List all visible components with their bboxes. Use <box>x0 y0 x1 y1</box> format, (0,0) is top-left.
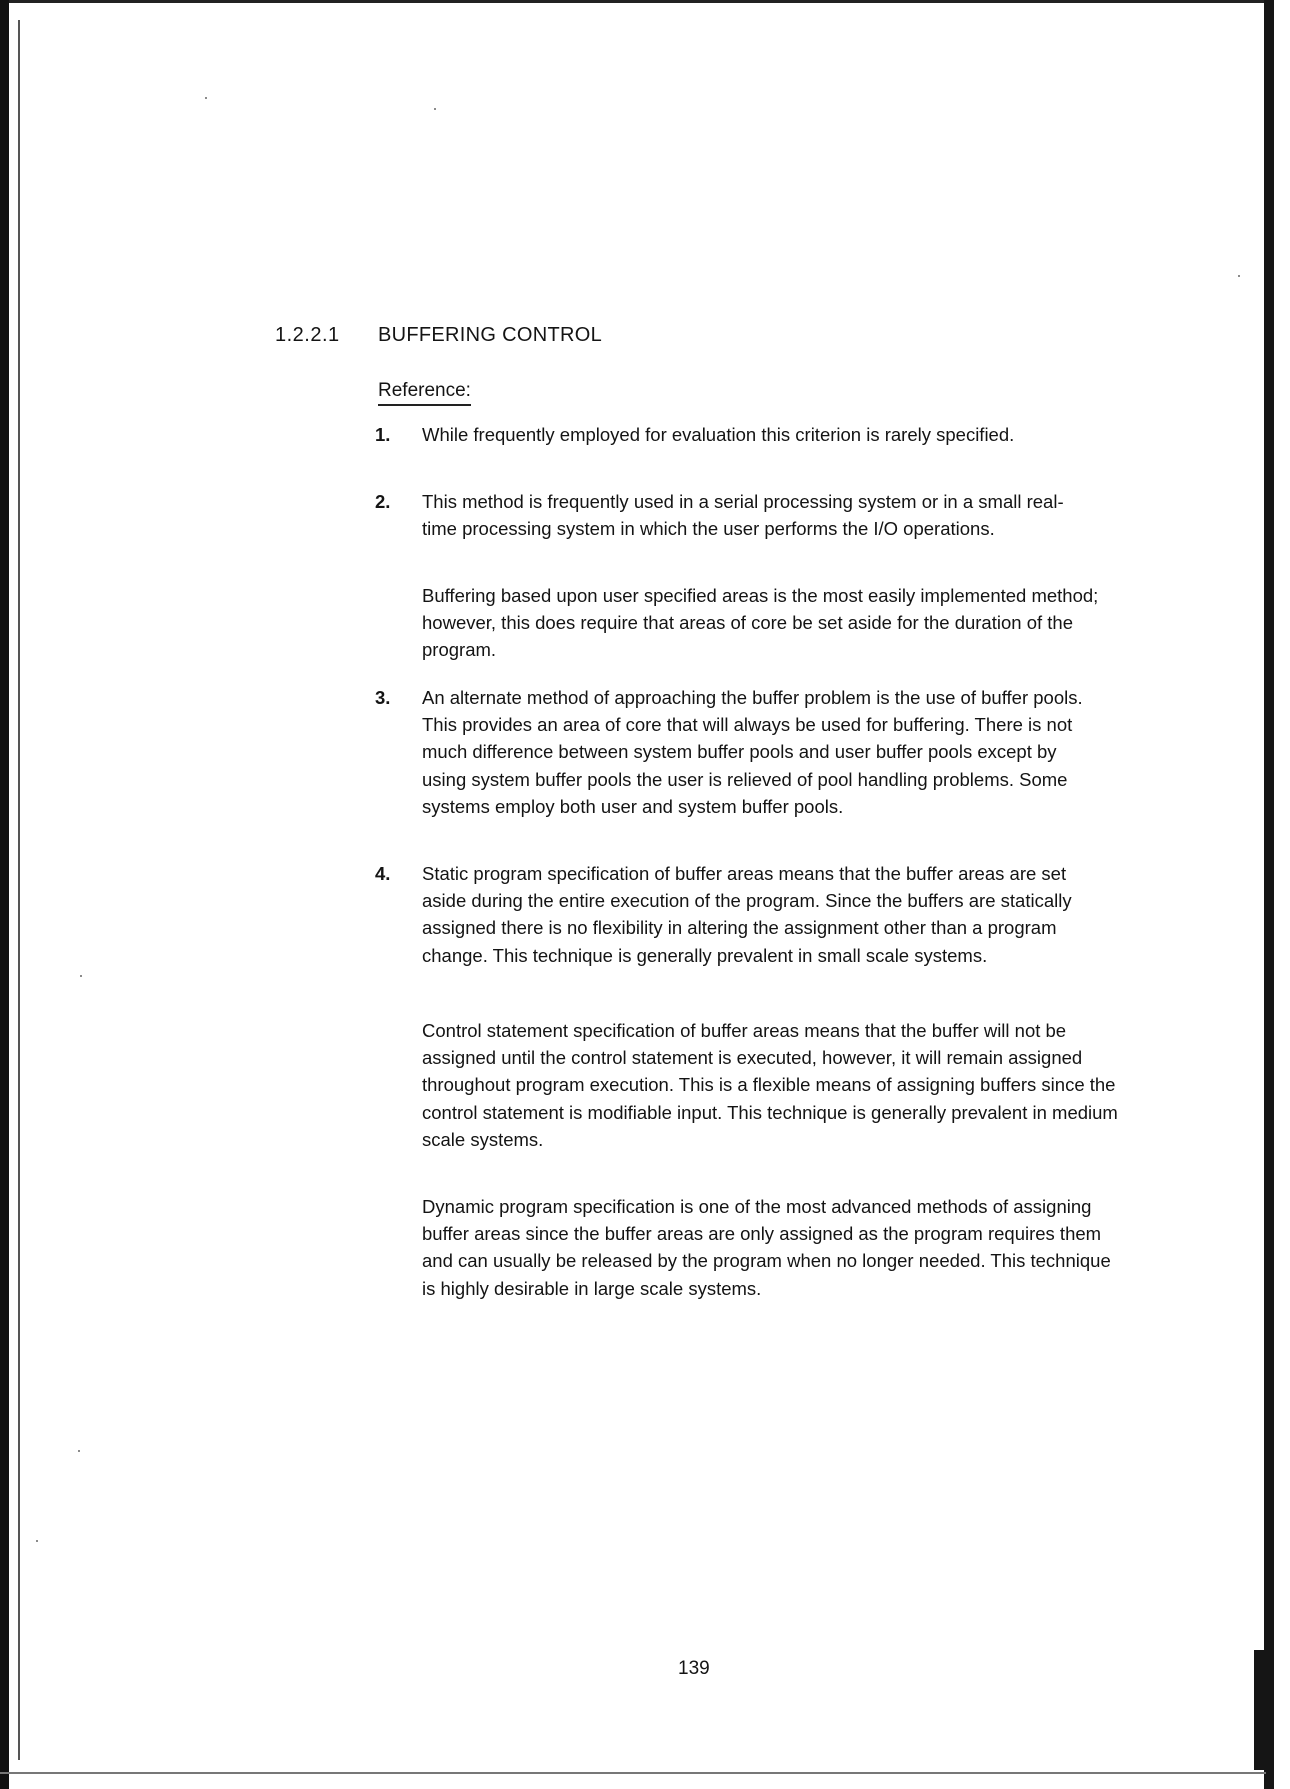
list-item-number: 1. <box>375 424 391 445</box>
scan-speck <box>434 108 436 110</box>
list-item-number: 4. <box>375 863 391 884</box>
list-item-text: An alternate method of approaching the buffer problem is the use of buffer pools. This provides an area of core that will always be used for buffering. There is not much difference between system buffer pools and user buffer pools except by using system buffer pools the user is relieved of pool handling problems. Some systems employ both user and system buffer pools. <box>422 687 1083 817</box>
list-item-text: While frequently employed for evaluation this criterion is rarely specified. <box>422 424 1015 445</box>
list-item <box>375 684 1095 820</box>
scan-border-right <box>1264 0 1274 1789</box>
scan-speck <box>36 1540 38 1542</box>
scan-border-bottom <box>0 1772 1266 1774</box>
scan-speck <box>80 975 82 977</box>
reference-label: Reference: <box>378 380 471 406</box>
scan-speck <box>1238 275 1240 277</box>
scan-border-top <box>0 0 1274 3</box>
list-item <box>375 421 1095 448</box>
list-item <box>375 488 1095 542</box>
paragraph-control-statement: Control statement specification of buffer areas means that the buffer will not be assigned until the control statement is executed, however, it will remain assigned throughout program execution. This is a flexible means of assigning buffers since the control statement is modifiable input. This technique is generally prevalent in medium scale systems. <box>422 1020 1118 1150</box>
scan-border-left <box>0 0 9 1789</box>
list-item-number: 3. <box>375 687 391 708</box>
page-number: 139 <box>678 1658 710 1679</box>
paragraph-dynamic: Dynamic program specification is one of the most advanced methods of assigning buffer areas since the buffer areas are only assigned as the program requires them and can usually be released by the program when no longer needed. This technique is highly desirable in large scale systems. <box>422 1196 1111 1299</box>
list-item-text: This method is frequently used in a serial processing system or in a small real-time processing system in which the user performs the I/O operations. <box>422 491 1064 540</box>
list-item-number: 2. <box>375 491 391 512</box>
paragraph-item2-followup: Buffering based upon user specified areas is the most easily implemented method; however, this does require that areas of core be set aside for the duration of the program. <box>422 585 1099 661</box>
scan-border-left-inner <box>18 20 20 1760</box>
list-item <box>375 860 1095 969</box>
section-number: 1.2.2.1 <box>275 324 340 346</box>
scan-speck <box>78 1450 80 1452</box>
section-title: BUFFERING CONTROL <box>378 324 602 346</box>
scan-speck <box>205 97 207 99</box>
scan-border-right-tail <box>1254 1650 1274 1770</box>
list-item-text: Static program specification of buffer areas means that the buffer areas are set aside during the entire execution of the program. Since the buffers are statically assigned there is no flexibility in altering the assignment other than a program change. This technique is generally prevalent in small scale systems. <box>422 863 1072 966</box>
